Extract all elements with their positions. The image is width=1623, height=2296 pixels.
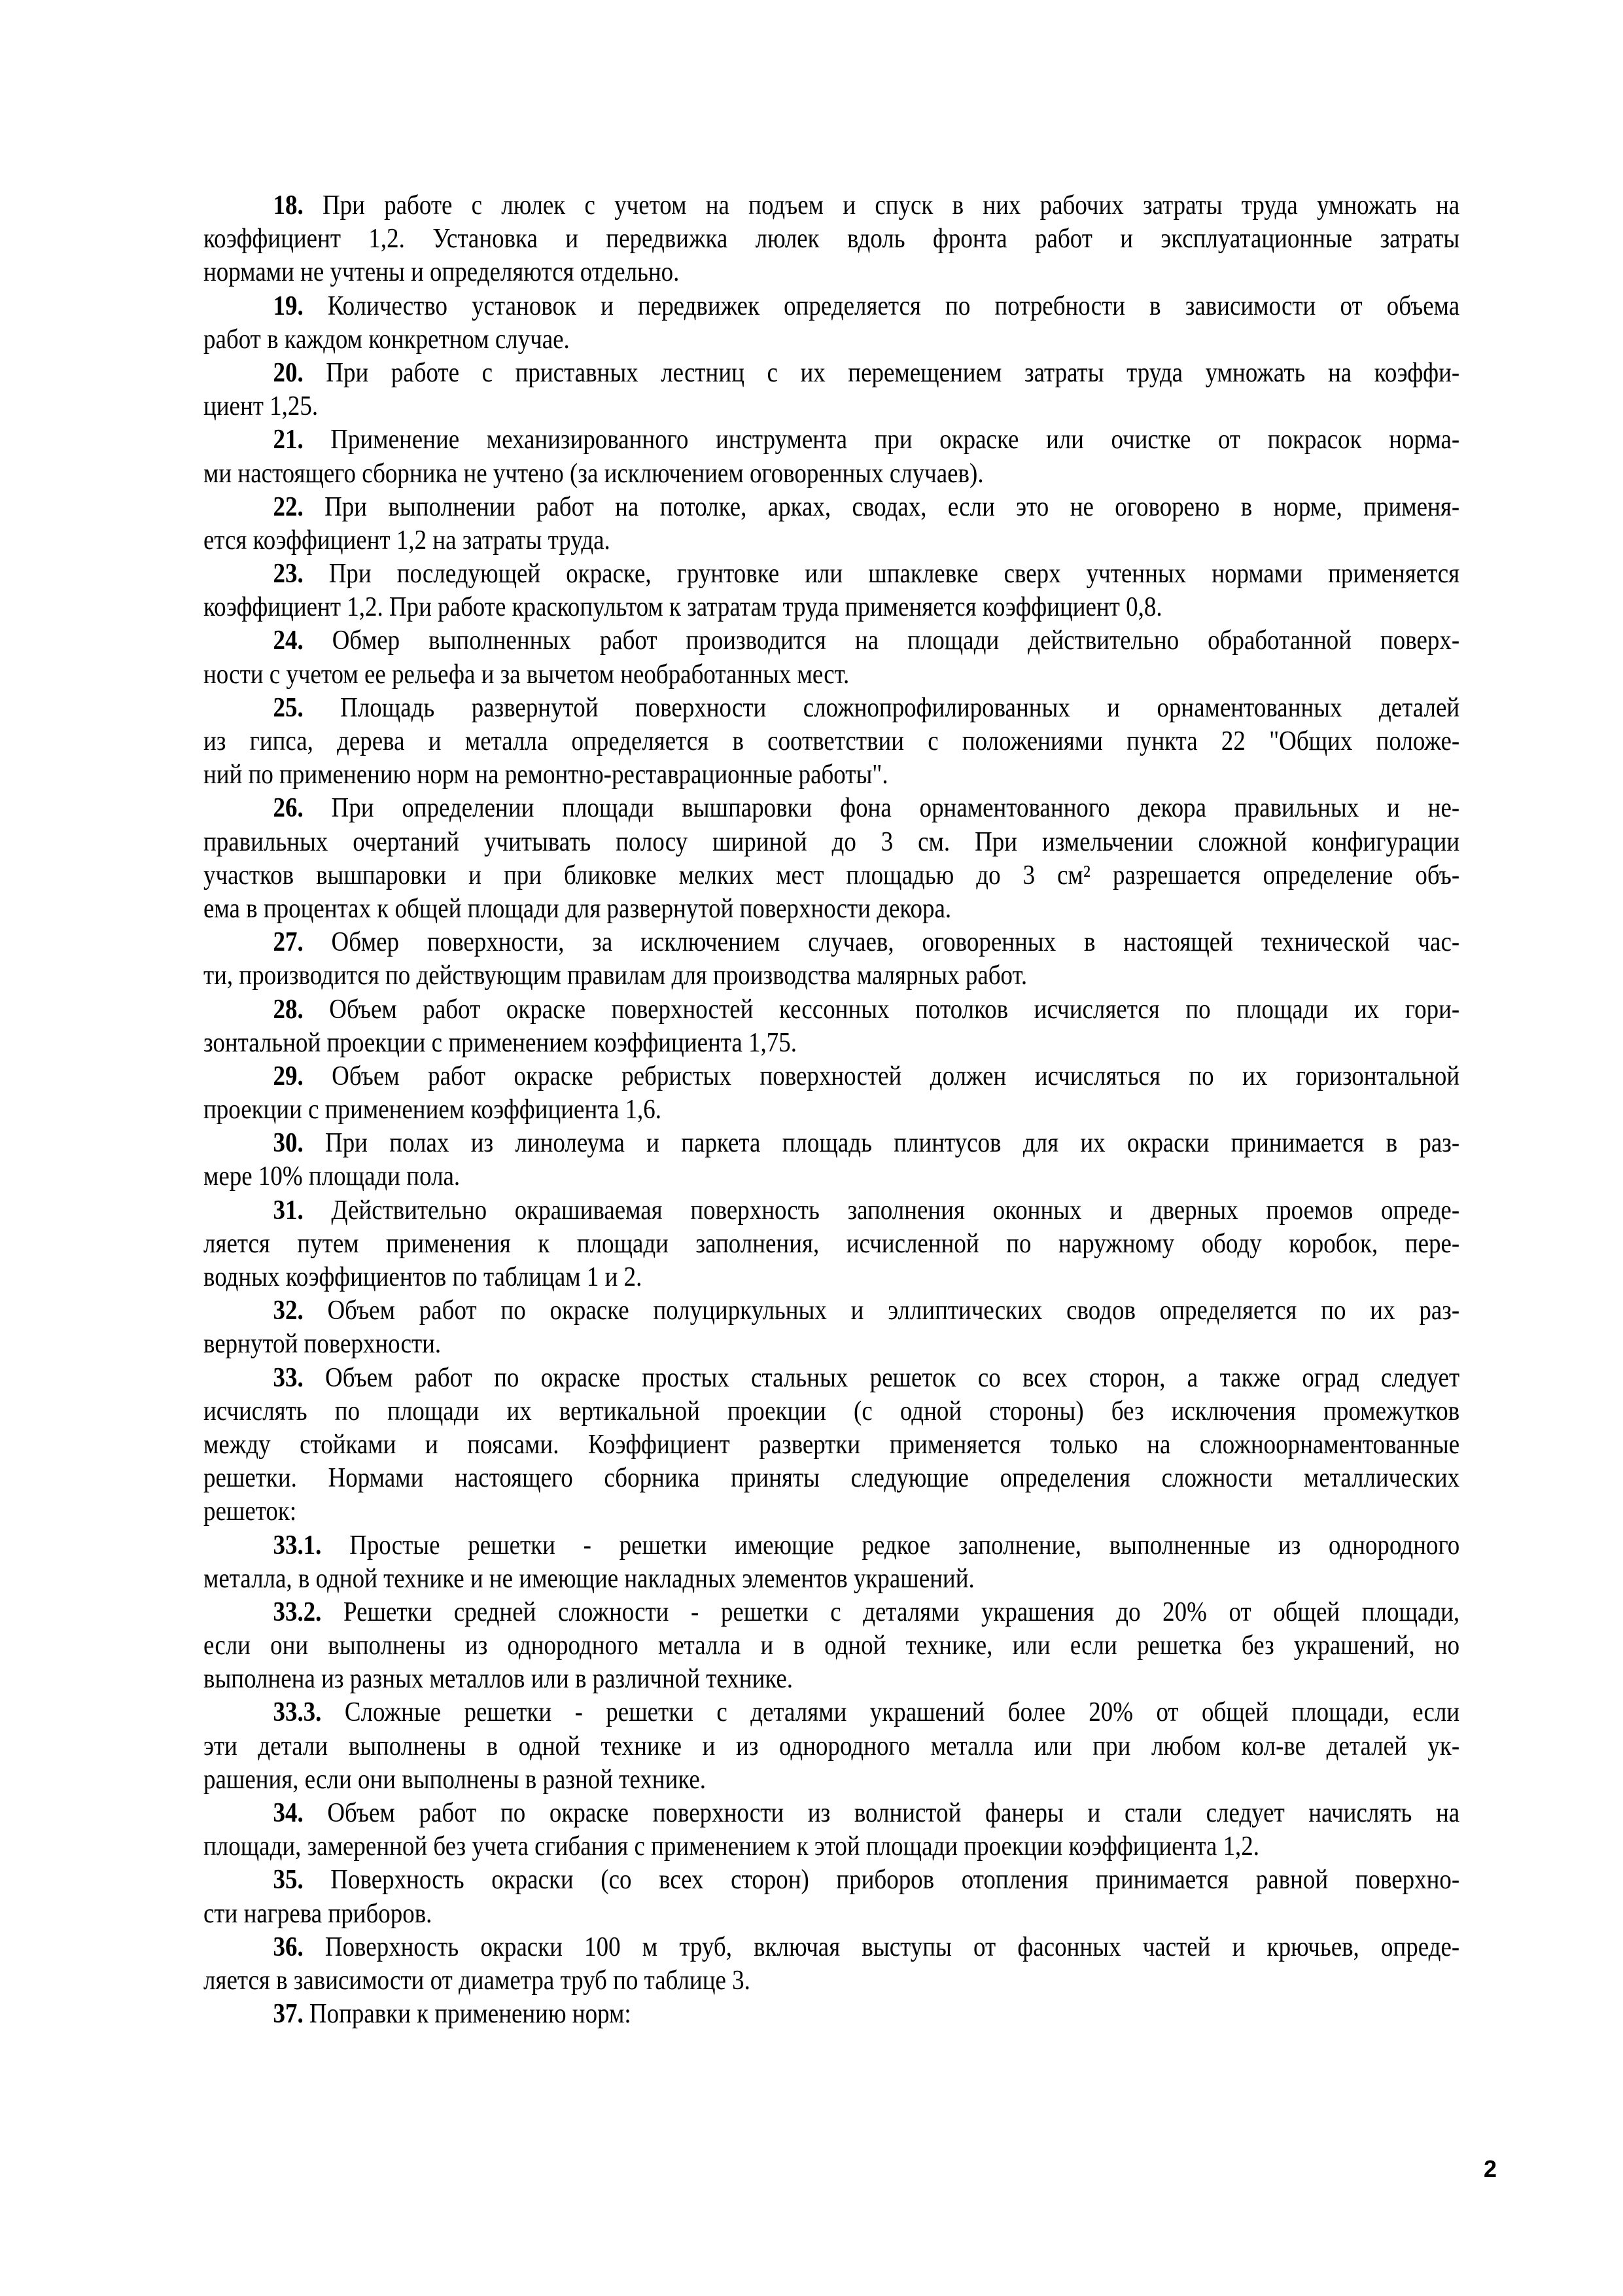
paragraph-number: 35. [273,1865,304,1896]
paragraph-line [203,1362,1459,1395]
paragraph [203,1797,1459,1863]
line-text: Объем работ окраске ребристых поверхностей должен исчисляться по их горизонтальной [332,1061,1460,1091]
line-text: ется коэффициент 1,2 на затраты труда. [203,525,610,556]
paragraph [203,1998,1459,2031]
paragraph-line [203,658,1459,692]
line-text: эти детали выполнены в одной технике и из однородного металла или при любом кол-ве деталей ук- [203,1731,1460,1761]
paragraph-line [203,1998,1459,2031]
line-text: Поверхность окраски 100 м труб, включая выступы от фасонных частей и крючьев, опреде- [324,1932,1460,1962]
paragraph-line [203,1563,1459,1596]
line-text: работ в каждом конкретном случае. [203,324,570,355]
paragraph-line [203,1931,1459,1964]
paragraph-line [203,1763,1459,1797]
paragraph-line [203,357,1459,390]
paragraph-number: 34. [273,1798,304,1828]
line-text: правильных очертаний учитывать полосу шириной до 3 см. При измельчении сложной конфигурации [203,826,1460,857]
paragraph-line [203,1227,1459,1261]
paragraph-number: 32. [273,1296,304,1326]
line-text: При работе с приставных лестниц с их перемещением затраты труда умножать на коэффи- [326,357,1460,388]
paragraph-number: 27. [273,927,304,958]
line-text: Простые решетки - решетки имеющие редкое заполнение, выполненные из однородного [349,1530,1460,1561]
line-text: Обмер поверхности, за исключением случаев, оговоренных в настоящей технической час- [331,927,1460,958]
paragraph-line [203,557,1459,591]
paragraph [203,189,1459,290]
paragraph-line [203,1529,1459,1563]
line-text: Площадь развернутой поверхности сложнопрофилированных и орнаментованных деталей [340,692,1460,723]
line-text: Объем работ по окраске полуциркульных и эллиптических сводов определяется по их раз- [327,1296,1460,1326]
paragraph-number: 33.2. [273,1597,322,1627]
paragraph-number: 37. [273,1999,304,2030]
line-text: исчислять по площади их вертикальной проекции (с одной стороны) без исключения промежутков [203,1396,1460,1426]
paragraph [203,792,1459,926]
paragraph-line [203,692,1459,725]
paragraph-number: 25. [273,692,304,723]
line-text: ний по применению норм на ремонтно-реставрационные работы". [203,760,888,790]
paragraph-number: 31. [273,1195,304,1226]
paragraph-number: 24. [273,626,304,656]
line-text: между стойками и поясами. Коэффициент развертки применяется только на сложноорнаментованные [203,1429,1460,1460]
line-text: Поправки к применению норм: [309,1999,631,2030]
paragraph-line [203,1696,1459,1729]
line-text: зонтальной проекции с применением коэффициента 1,75. [203,1027,797,1058]
paragraph-line [203,524,1459,557]
paragraph [203,491,1459,557]
paragraph [203,290,1459,357]
line-text: Действительно окрашиваемая поверхность заполнения оконных и дверных проемов опреде- [331,1195,1460,1226]
paragraph [203,1127,1459,1193]
paragraph-number: 33. [273,1362,304,1393]
paragraph-line [203,491,1459,524]
paragraph [203,557,1459,624]
line-text: металла, в одной технике и не имеющие накладных элементов украшений. [203,1563,975,1594]
line-text: При работе с люлек с учетом на подъем и спуск в них рабочих затраты труда умножать на [322,190,1460,221]
paragraph-line [203,1261,1459,1294]
paragraph-number: 36. [273,1932,304,1962]
paragraph-line [203,792,1459,825]
paragraph-line [203,959,1459,993]
line-text: ема в процентах к общей площади для развернутой поверхности декора. [203,893,952,924]
paragraph-line [203,826,1459,859]
paragraph-number: 20. [273,357,304,388]
paragraph-number: 26. [273,793,304,824]
paragraph-number: 29. [273,1061,304,1091]
line-text: площади, замеренной без учета сгибания с применением к этой площади проекции коэффициента 1,2. [203,1831,1260,1862]
paragraph-line [203,1027,1459,1060]
paragraph-line [203,1596,1459,1629]
line-text: водных коэффициентов по таблицам 1 и 2. [203,1262,642,1292]
line-text: Объем работ по окраске поверхности из волнистой фанеры и стали следует начислять на [327,1798,1460,1828]
paragraph-line [203,993,1459,1027]
paragraph-line [203,624,1459,658]
line-text: решетки. Нормами настоящего сборника приняты следующие определения сложности металлических [203,1463,1460,1494]
paragraph-number: 30. [273,1128,304,1159]
paragraph-line [203,1328,1459,1361]
paragraph-line [203,1060,1459,1093]
paragraph-line [203,1863,1459,1897]
paragraph-line [203,1395,1459,1428]
line-text: коэффициент 1,2. При работе краскопультом к затратам труда применяется коэффициент 0,8. [203,592,1162,623]
paragraph-line [203,926,1459,959]
paragraph-line [203,1730,1459,1763]
paragraph [203,423,1459,490]
line-text: сти нагрева приборов. [203,1898,432,1929]
line-text: ми настоящего сборника не учтено (за исключением оговоренных случаев). [203,458,984,489]
line-text: Решетки средней сложности - решетки с деталями украшения до 20% от общей площади, [343,1597,1460,1627]
line-text: Обмер выполненных работ производится на площади действительно обработанной поверх- [332,626,1460,656]
line-text: из гипса, дерева и металла определяется в соответствии с положениями пункта 22 "Общих положе- [203,726,1460,756]
paragraph-line [203,1797,1459,1830]
line-text: решеток: [203,1496,297,1527]
paragraph-line [203,591,1459,624]
line-text: участков вышпаровки и при бликовке мелких мест площадью до 3 см² разрешается определение объ- [203,860,1460,891]
paragraph-line [203,1160,1459,1193]
paragraph-line [203,1462,1459,1495]
paragraph [203,1194,1459,1295]
paragraph-line [203,1294,1459,1328]
paragraph-line [203,1428,1459,1462]
line-text: циент 1,25. [203,391,319,422]
line-text: Объем работ по окраске простых стальных решеток со всех сторон, а также оград следует [325,1362,1460,1393]
line-text: мере 10% площади пола. [203,1161,461,1192]
line-text: рашения, если они выполнены в разной технике. [203,1764,707,1795]
line-text: ляется путем применения к площади заполнения, исчисленной по наружному ободу коробок, пере- [203,1228,1460,1259]
paragraph [203,1060,1459,1127]
paragraph-number: 19. [273,291,304,321]
line-text: нормами не учтены и определяются отдельно. [203,257,680,288]
paragraph-number: 33.1. [273,1530,322,1561]
line-text: проекции с применением коэффициента 1,6. [203,1095,661,1125]
line-text: ти, производится по действующим правилам для производства малярных работ. [203,961,1028,991]
paragraph-number: 22. [273,491,304,522]
paragraph [203,357,1459,423]
paragraph-line [203,423,1459,457]
paragraph-line [203,323,1459,357]
paragraph [203,1931,1459,1998]
paragraph-line [203,1964,1459,1998]
line-text: ности с учетом ее рельефа и за вычетом необработанных мест. [203,659,850,690]
paragraph-line [203,290,1459,323]
line-text: При определении площади вышпаровки фона орнаментованного декора правильных и не- [331,793,1460,824]
line-text: Количество установок и передвижек определяется по потребности в зависимости от объема [327,291,1460,321]
line-text: выполнена из разных металлов или в различной технике. [203,1664,794,1695]
paragraph-line [203,457,1459,491]
paragraph-line [203,189,1459,222]
paragraph-number: 21. [273,425,304,455]
line-text: Сложные решетки - решетки с деталями украшений более 20% от общей площади, если [344,1697,1460,1728]
paragraph-line [203,1663,1459,1696]
line-text: если они выполнены из однородного металла и в одной технике, или если решетка без украшений, но [203,1631,1460,1661]
paragraph-line [203,1194,1459,1227]
line-text: При последующей окраске, грунтовке или шпаклевке сверх учтенных нормами применяется [328,559,1460,590]
paragraph-number: 28. [273,994,304,1025]
paragraph [203,926,1459,993]
paragraph-line [203,222,1459,256]
paragraph-line [203,1830,1459,1863]
line-text: Применение механизированного инструмента при окраске или очистке от покрасок норма- [330,425,1460,455]
paragraph [203,1863,1459,1930]
paragraph-line [203,256,1459,289]
line-text: коэффициент 1,2. Установка и передвижка люлек вдоль фронта работ и эксплуатационные затраты [203,224,1460,255]
paragraph [203,692,1459,792]
paragraph [203,1596,1459,1697]
paragraph [203,1529,1459,1596]
paragraph [203,1294,1459,1361]
line-text: ляется в зависимости от диаметра труб по таблице 3. [203,1965,750,1996]
paragraph-line [203,892,1459,926]
paragraph-number: 23. [273,559,304,590]
paragraph-line [203,390,1459,423]
paragraph-number: 33.3. [273,1697,322,1728]
line-text: Поверхность окраски (со всех сторон) приборов отопления принимается равной поверхно- [330,1865,1460,1896]
paragraph [203,1696,1459,1797]
paragraph [203,624,1459,691]
paragraph-line [203,758,1459,792]
line-text: Объем работ окраске поверхностей кессонных потолков исчисляется по площади их гори- [329,994,1460,1025]
paragraph-line [203,1093,1459,1127]
paragraph-line [203,1127,1459,1160]
line-text: При выполнении работ на потолке, арках, сводах, если это не оговорено в норме, применя- [324,491,1460,522]
paragraph-line [203,1898,1459,1931]
paragraph [203,993,1459,1060]
line-text: вернутой поверхности. [203,1329,442,1360]
paragraph-line [203,859,1459,892]
page-number: 2 [1484,2155,1497,2182]
line-text: При полах из линолеума и паркета площадь плинтусов для их окраски принимается в раз- [325,1128,1460,1159]
paragraph-number: 18. [273,190,304,221]
paragraph-line [203,725,1459,758]
document-body [203,189,1459,2031]
paragraph-line [203,1629,1459,1663]
paragraph-line [203,1495,1459,1528]
paragraph [203,1362,1459,1529]
